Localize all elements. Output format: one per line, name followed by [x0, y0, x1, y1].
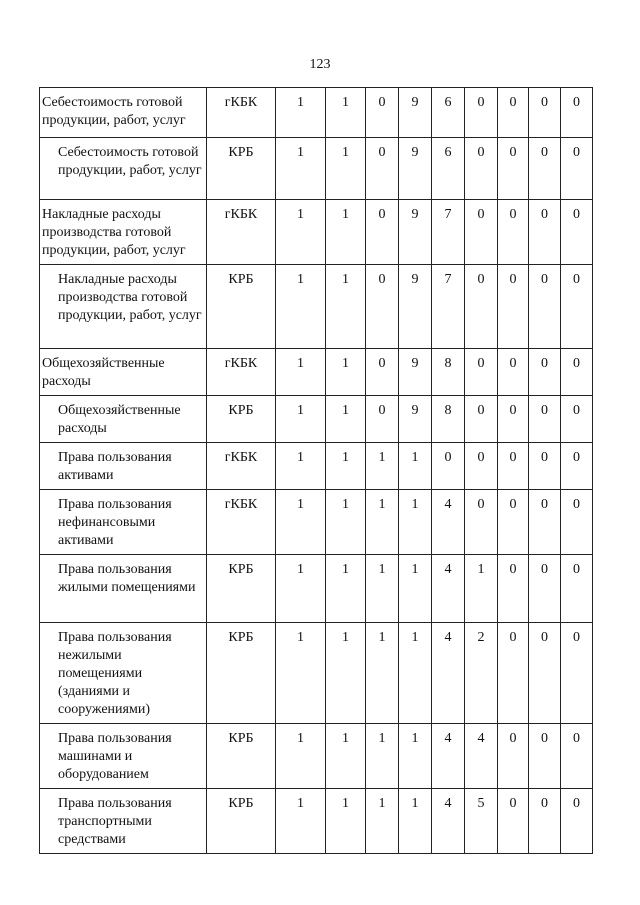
- row-digit-6: 4: [465, 724, 498, 789]
- row-digit-3: 0: [366, 88, 399, 138]
- row-digit-5: 7: [432, 265, 465, 349]
- row-code-type: КРБ: [207, 396, 276, 443]
- row-digit-8: 0: [529, 349, 561, 396]
- row-digit-2: 1: [326, 88, 366, 138]
- row-digit-2: 1: [326, 443, 366, 490]
- row-name: Себестоимость готовой продукции, работ, услуг: [40, 138, 207, 200]
- row-digit-4: 9: [399, 200, 432, 265]
- row-digit-3: 1: [366, 623, 399, 724]
- row-digit-3: 1: [366, 555, 399, 623]
- row-digit-7: 0: [498, 138, 529, 200]
- table-row: [40, 396, 593, 443]
- account-codes-table: [39, 87, 593, 854]
- table-row: [40, 724, 593, 789]
- row-digit-8: 0: [529, 623, 561, 724]
- row-digit-9: 0: [561, 265, 593, 349]
- row-digit-7: 0: [498, 490, 529, 555]
- row-digit-9: 0: [561, 88, 593, 138]
- row-digit-6: 0: [465, 88, 498, 138]
- row-digit-6: 0: [465, 396, 498, 443]
- row-digit-5: 4: [432, 623, 465, 724]
- row-digit-3: 0: [366, 265, 399, 349]
- table-row: [40, 88, 593, 138]
- row-digit-3: 0: [366, 138, 399, 200]
- row-code-type: гКБК: [207, 443, 276, 490]
- row-digit-7: 0: [498, 789, 529, 854]
- row-digit-8: 0: [529, 396, 561, 443]
- row-digit-1: 1: [276, 138, 326, 200]
- row-digit-4: 9: [399, 265, 432, 349]
- row-code-type: КРБ: [207, 789, 276, 854]
- row-digit-8: 0: [529, 138, 561, 200]
- row-digit-5: 4: [432, 555, 465, 623]
- table-row: [40, 490, 593, 555]
- row-digit-5: 4: [432, 490, 465, 555]
- row-digit-3: 1: [366, 789, 399, 854]
- row-name: Права пользования нежилыми помещениями (зданиями и сооружениями): [40, 623, 207, 724]
- row-digit-1: 1: [276, 265, 326, 349]
- row-digit-6: 0: [465, 349, 498, 396]
- row-code-type: КРБ: [207, 555, 276, 623]
- row-digit-2: 1: [326, 490, 366, 555]
- table-body: [40, 88, 593, 854]
- row-digit-9: 0: [561, 138, 593, 200]
- row-digit-3: 1: [366, 490, 399, 555]
- row-digit-8: 0: [529, 555, 561, 623]
- row-digit-2: 1: [326, 623, 366, 724]
- row-digit-7: 0: [498, 396, 529, 443]
- row-digit-8: 0: [529, 789, 561, 854]
- table-row: [40, 349, 593, 396]
- row-name: Общехозяйственные расходы: [40, 396, 207, 443]
- row-digit-4: 1: [399, 623, 432, 724]
- row-digit-4: 9: [399, 396, 432, 443]
- row-name: Права пользования активами: [40, 443, 207, 490]
- row-code-type: КРБ: [207, 138, 276, 200]
- row-digit-5: 6: [432, 138, 465, 200]
- row-digit-5: 8: [432, 349, 465, 396]
- table-row: [40, 200, 593, 265]
- row-name: Права пользования жилыми помещениями: [40, 555, 207, 623]
- row-code-type: КРБ: [207, 265, 276, 349]
- row-digit-7: 0: [498, 265, 529, 349]
- row-digit-9: 0: [561, 623, 593, 724]
- row-digit-8: 0: [529, 724, 561, 789]
- row-digit-2: 1: [326, 138, 366, 200]
- row-digit-2: 1: [326, 555, 366, 623]
- row-digit-1: 1: [276, 443, 326, 490]
- row-digit-4: 1: [399, 724, 432, 789]
- row-digit-9: 0: [561, 555, 593, 623]
- row-digit-7: 0: [498, 724, 529, 789]
- row-digit-1: 1: [276, 789, 326, 854]
- table-row: [40, 138, 593, 200]
- row-code-type: КРБ: [207, 724, 276, 789]
- row-digit-6: 1: [465, 555, 498, 623]
- row-digit-7: 0: [498, 623, 529, 724]
- row-digit-4: 1: [399, 555, 432, 623]
- row-digit-8: 0: [529, 200, 561, 265]
- row-digit-9: 0: [561, 724, 593, 789]
- row-digit-9: 0: [561, 490, 593, 555]
- table-row: [40, 623, 593, 724]
- row-digit-6: 2: [465, 623, 498, 724]
- row-digit-2: 1: [326, 789, 366, 854]
- row-digit-3: 1: [366, 443, 399, 490]
- row-digit-9: 0: [561, 443, 593, 490]
- row-code-type: гКБК: [207, 88, 276, 138]
- row-digit-1: 1: [276, 396, 326, 443]
- row-digit-6: 0: [465, 138, 498, 200]
- row-digit-9: 0: [561, 200, 593, 265]
- row-digit-5: 0: [432, 443, 465, 490]
- row-digit-6: 0: [465, 200, 498, 265]
- row-digit-4: 1: [399, 443, 432, 490]
- row-digit-2: 1: [326, 724, 366, 789]
- table-row: [40, 443, 593, 490]
- row-digit-3: 0: [366, 396, 399, 443]
- row-digit-5: 6: [432, 88, 465, 138]
- table-row: [40, 265, 593, 349]
- row-digit-5: 4: [432, 724, 465, 789]
- row-digit-7: 0: [498, 443, 529, 490]
- row-code-type: гКБК: [207, 490, 276, 555]
- row-digit-9: 0: [561, 789, 593, 854]
- row-name: Накладные расходы производства готовой продукции, работ, услуг: [40, 200, 207, 265]
- row-digit-1: 1: [276, 200, 326, 265]
- row-name: Себестоимость готовой продукции, работ, услуг: [40, 88, 207, 138]
- row-digit-2: 1: [326, 200, 366, 265]
- row-name: Права пользования машинами и оборудованием: [40, 724, 207, 789]
- row-digit-3: 1: [366, 724, 399, 789]
- table-row: [40, 555, 593, 623]
- row-digit-6: 0: [465, 490, 498, 555]
- row-digit-8: 0: [529, 443, 561, 490]
- row-digit-2: 1: [326, 396, 366, 443]
- row-digit-1: 1: [276, 555, 326, 623]
- row-code-type: КРБ: [207, 623, 276, 724]
- row-digit-4: 9: [399, 88, 432, 138]
- row-digit-7: 0: [498, 555, 529, 623]
- row-digit-3: 0: [366, 349, 399, 396]
- row-digit-6: 0: [465, 443, 498, 490]
- row-digit-6: 0: [465, 265, 498, 349]
- row-digit-2: 1: [326, 349, 366, 396]
- row-digit-9: 0: [561, 349, 593, 396]
- row-name: Общехозяйственные расходы: [40, 349, 207, 396]
- row-digit-8: 0: [529, 490, 561, 555]
- row-code-type: гКБК: [207, 200, 276, 265]
- row-digit-5: 8: [432, 396, 465, 443]
- table-row: [40, 789, 593, 854]
- row-digit-4: 1: [399, 490, 432, 555]
- row-digit-1: 1: [276, 88, 326, 138]
- row-digit-3: 0: [366, 200, 399, 265]
- row-digit-6: 5: [465, 789, 498, 854]
- row-digit-4: 9: [399, 349, 432, 396]
- row-digit-4: 1: [399, 789, 432, 854]
- row-digit-7: 0: [498, 200, 529, 265]
- row-name: Права пользования нефинансовыми активами: [40, 490, 207, 555]
- row-name: Накладные расходы производства готовой продукции, работ, услуг: [40, 265, 207, 349]
- row-name: Права пользования транспортными средствами: [40, 789, 207, 854]
- row-digit-7: 0: [498, 349, 529, 396]
- row-digit-1: 1: [276, 724, 326, 789]
- row-digit-4: 9: [399, 138, 432, 200]
- row-digit-2: 1: [326, 265, 366, 349]
- row-digit-8: 0: [529, 265, 561, 349]
- page-number: 123: [309, 57, 331, 72]
- row-digit-9: 0: [561, 396, 593, 443]
- row-digit-1: 1: [276, 349, 326, 396]
- row-digit-8: 0: [529, 88, 561, 138]
- row-digit-5: 7: [432, 200, 465, 265]
- row-code-type: гКБК: [207, 349, 276, 396]
- row-digit-1: 1: [276, 623, 326, 724]
- row-digit-5: 4: [432, 789, 465, 854]
- row-digit-7: 0: [498, 88, 529, 138]
- row-digit-1: 1: [276, 490, 326, 555]
